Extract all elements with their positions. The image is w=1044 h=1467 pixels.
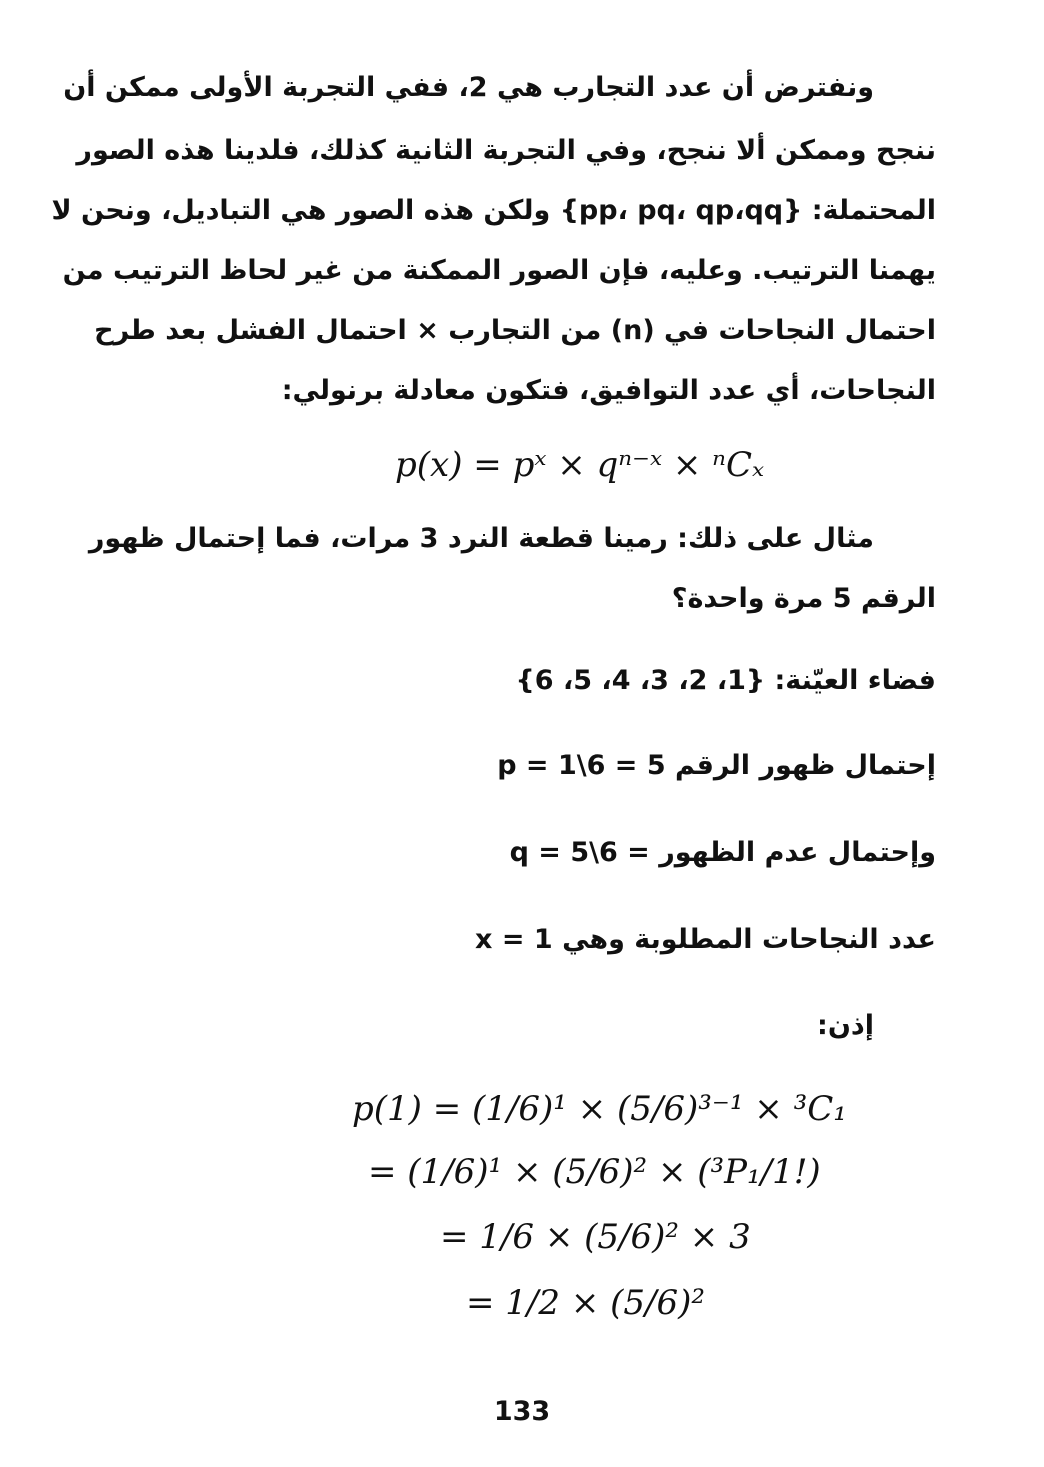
- paragraph-line: احتمال النجاحات في (n) من التجارب × احتمال الفشل بعد طرح: [94, 315, 936, 346]
- paragraph-line: المحتملة: {pp، pq، qp،qq} ولكن هذه الصور هي التباديل، ونحن لا: [51, 195, 936, 226]
- calc-line: = (1/6)¹ × (5/6)² × (³P₁/1!): [368, 1152, 821, 1192]
- page-number: 133: [493, 1396, 551, 1427]
- probability-failure: وإحتمال عدم الظهور = q = 5\6: [509, 837, 936, 868]
- calc-line: p(1) = (1/6)¹ × (5/6)³⁻¹ × ³C₁: [352, 1089, 847, 1129]
- example-line: الرقم 5 مرة واحدة؟: [671, 583, 936, 614]
- paragraph-line: ونفترض أن عدد التجارب هي 2، ففي التجربة الأولى ممكن أن: [63, 72, 874, 103]
- calc-line: = 1/2 × (5/6)²: [466, 1283, 705, 1323]
- example-line: مثال على ذلك: رمينا قطعة النرد 3 مرات، فما إحتمال ظهور: [88, 523, 874, 554]
- bernoulli-formula: p(x) = pˣ × qⁿ⁻ˣ × ⁿCₓ: [395, 445, 765, 485]
- successes-count: x = عدد النجاحات المطلوبة وهي 1: [475, 924, 936, 955]
- calc-line: = 1/6 × (5/6)² × 3: [440, 1217, 751, 1257]
- paragraph-line: النجاحات، أي عدد التوافيق، فتكون معادلة برنولي:: [281, 375, 936, 406]
- paragraph-line: ننجح وممكن ألا ننجح، وفي التجربة الثانية كذلك، فلدينا هذه الصور: [76, 135, 936, 166]
- sample-space: فضاء العيّنة: {1، 2، 3، 4، 5، 6}: [515, 665, 936, 696]
- then-label: إذن:: [817, 1010, 874, 1041]
- paragraph-line: يهمنا الترتيب. وعليه، فإن الصور الممكنة من غير لحاظ الترتيب من: [62, 255, 936, 286]
- probability-success: إحتمال ظهور الرقم 5 = p = 1\6: [497, 750, 936, 781]
